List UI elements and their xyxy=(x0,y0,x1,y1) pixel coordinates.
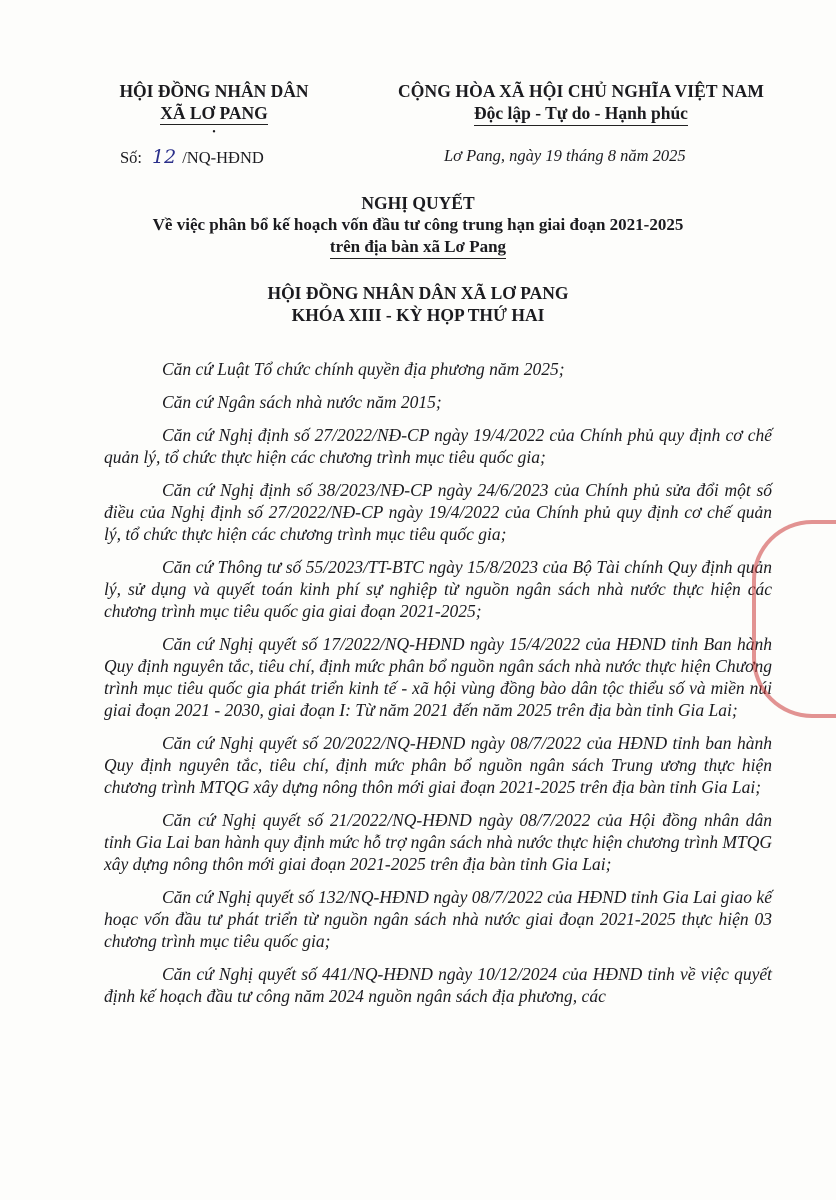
legal-basis-paragraph: Căn cứ Nghị quyết số 132/NQ-HĐND ngày 08/7/2022 của HĐND tỉnh Gia Lai giao kế hoạc vốn đầu tư phát triển từ nguồn ngân sách nhà nước giai đoạn 2021-2025 thực hiện 03 chương trình mục tiêu quốc gia; xyxy=(104,887,772,951)
legal-basis-paragraph: Căn cứ Nghị quyết số 20/2022/NQ-HĐND ngày 08/7/2022 của HĐND tỉnh ban hành Quy định nguyên tắc, tiêu chí, định mức phân bổ nguồn ngân sách Trung ương thực hiện chương trình MTQG xây dựng nông thôn mới giai đoạn 2021-2025 trên địa bàn tỉnh Gia Lai; xyxy=(104,733,772,797)
issue-date: Lơ Pang, ngày 19 tháng 8 năm 2025 xyxy=(444,146,686,165)
number-prefix: Số: xyxy=(120,148,143,167)
legal-basis-paragraph: Căn cứ Luật Tổ chức chính quyền địa phương năm 2025; xyxy=(162,359,565,379)
legal-basis-paragraph: Căn cứ Thông tư số 55/2023/TT-BTC ngày 15/8/2023 của Bộ Tài chính Quy định quản lý, sử dụng và quyết toán kinh phí sự nghiệp từ nguồn ngân sách nhà nước thực hiện các chương trình mục tiêu quốc gia giai đoạn 2021-2025; xyxy=(104,557,772,621)
legal-basis-paragraph: Căn cứ Ngân sách nhà nước năm 2015; xyxy=(162,392,442,412)
authority-locality: XÃ LƠ PANG xyxy=(160,103,268,123)
legal-basis-paragraph: Căn cứ Nghị quyết số 21/2022/NQ-HĐND ngày 08/7/2022 của Hội đồng nhân dân tỉnh Gia Lai ban hành quy định mức hỗ trợ ngân sách nhà nước thực hiện chương trình MTQG xây dựng nông thôn mới giai đoạn 2021-2025 trên địa bàn tỉnh Gia Lai; xyxy=(104,810,772,874)
nation-name: CỘNG HÒA XÃ HỘI CHỦ NGHĨA VIỆT NAM xyxy=(398,81,764,101)
document-type: NGHỊ QUYẾT xyxy=(361,193,475,213)
council-heading xyxy=(60,282,776,326)
legal-basis-paragraph: Căn cứ Nghị quyết số 17/2022/NQ-HĐND ngày 15/4/2022 của HĐND tỉnh Ban hành Quy định nguyên tắc, tiêu chí, định mức phân bổ nguồn ngân sách nhà nước thực hiện Chương trình mục tiêu quốc gia phát triển kinh tế - xã hội vùng đồng bào dân tộc thiểu số và miền núi giai đoạn 2021 - 2030, giai đoạn I: Từ năm 2021 đến năm 2025 trên địa bàn tỉnh Gia Lai; xyxy=(104,634,772,720)
legal-basis-paragraph: Căn cứ Nghị quyết số 441/NQ-HĐND ngày 10/12/2024 của HĐND tỉnh về việc quyết định kế hoạch đầu tư công năm 2024 nguồn ngân sách địa phương, các xyxy=(104,964,772,1006)
official-seal-icon xyxy=(752,520,836,718)
number-suffix: /NQ-HĐND xyxy=(182,148,264,167)
document-title xyxy=(60,192,776,258)
council-name: HỘI ĐỒNG NHÂN DÂN XÃ LƠ PANG xyxy=(267,283,569,303)
legal-basis xyxy=(104,358,772,1018)
authority-name: HỘI ĐỒNG NHÂN DÂN xyxy=(119,81,309,101)
document-number xyxy=(120,146,264,168)
document-subject-continued: trên địa bàn xã Lơ Pang xyxy=(60,236,776,258)
document-subject: Về việc phân bổ kế hoạch vốn đầu tư công trung hạn giai đoạn 2021-2025 xyxy=(152,215,684,234)
legal-basis-paragraph: Căn cứ Nghị định số 27/2022/NĐ-CP ngày 19/4/2022 của Chính phủ quy định cơ chế quản lý, tổ chức thực hiện các chương trình mục tiêu quốc gia; xyxy=(104,425,772,467)
handwritten-number: 12 xyxy=(152,146,177,168)
council-session: KHÓA XIII - KỲ HỌP THỨ HAI xyxy=(291,305,545,325)
legal-basis-paragraph: Căn cứ Nghị định số 38/2023/NĐ-CP ngày 24/6/2023 của Chính phủ sửa đổi một số điều của Nghị định số 27/2022/NĐ-CP ngày 19/4/2022 của Chính phủ quy định cơ chế quản lý, tổ chức thực hiện các chương trình mục tiêu quốc gia; xyxy=(104,480,772,544)
national-heading xyxy=(386,80,776,124)
separator-dot-icon: • xyxy=(212,127,216,138)
issuing-authority xyxy=(108,80,320,138)
national-motto: Độc lập - Tự do - Hạnh phúc xyxy=(386,102,776,124)
